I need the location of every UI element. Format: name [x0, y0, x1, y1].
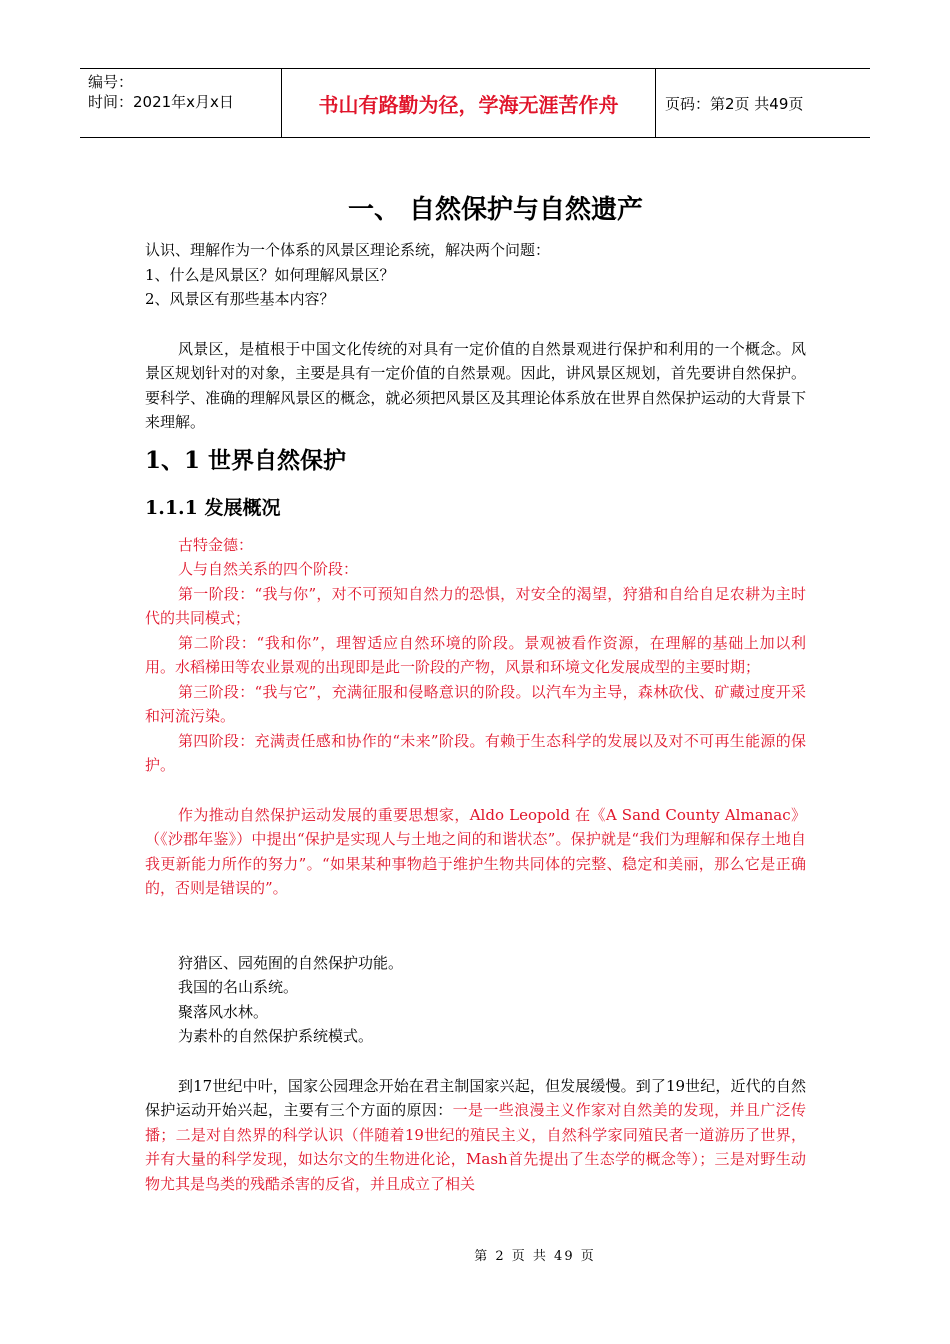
header-time-label: 时间：2021年x月x日: [88, 93, 234, 111]
stage-paragraph: 第二阶段：“我和你”，理智适应自然环境的阶段。景观被看作资源，在理解的基础上加以利用。水稻梯田等农业景观的出现即是此一阶段的产物，风景和环境文化发展成型的主要时期；: [145, 633, 806, 676]
history-reasons-text: 一是一些浪漫主义作家对自然美的发现，并且广泛传播；二是对自然界的科学认识（伴随着19世纪的殖民主义，自然科学家同殖民者一道游历了世界，并有大量的科学发现，如达尔文的生物进化论，Mash首先提出了生态学的概念等）；三是对野生动物尤其是鸟类的残酷杀害的反省，并且成立了相关: [145, 1101, 806, 1193]
list-item: 狩猎区、园苑囿的自然保护功能。: [178, 953, 404, 972]
header-meta: [88, 72, 283, 112]
paragraph-scenic-area: 风景区，是植根于中国文化传统的对具有一定价值的自然景观进行保护和利用的一个概念。风景区规划针对的对象，主要是具有一定价值的自然景观。因此，讲风景区规划，首先要讲自然保护。要科学、准确的理解风景区的概念，就必须把风景区及其理论体系放在世界自然保护运动的大背景下来理解。: [145, 339, 806, 431]
header-divider: [655, 69, 656, 137]
stage-paragraph: 第三阶段：“我与它”，充满征服和侵略意识的阶段。以汽车为主导，森林砍伐、矿藏过度开采和河流污染。: [145, 682, 806, 725]
header-code-label: 编号：: [88, 73, 134, 91]
header-page-info: 页码：第2页 共49页: [665, 94, 804, 113]
history-text: 到17世纪中叶，国家公园理念开始在君主制国家兴起，但发展缓慢。到了19世纪，近代的自然保护运动开始兴起，主要有三个方面的原因：: [145, 1076, 806, 1119]
intro-line: 1、什么是风景区？如何理解风景区？: [145, 265, 395, 284]
stage-paragraph: 第四阶段：充满责任感和协作的“未来”阶段。有赖于生态科学的发展以及对不可再生能源的保护。: [145, 731, 806, 774]
list-item: 我国的名山系统。: [178, 978, 299, 996]
intro-line: 2、风景区有那些基本内容？: [145, 290, 335, 308]
chapter-title: 一、 自然保护与自然遗产: [347, 195, 644, 225]
list-item: 聚落风水林。: [178, 1002, 269, 1021]
leopold-paragraph: 作为推动自然保护运动发展的重要思想家，Aldo Leopold 在《A Sand County Almanac》（《沙郡年鉴》）中提出“保护是实现人与土地之间的和谐状态”。保护就是“我们为理解和保存土地自我更新能力所作的努力”。“如果某种事物趋于维护生物共同体的完整、稳定和美丽，那么它是正确的，否则是错误的”。: [145, 805, 806, 897]
list-item: 为素朴的自然保护系统模式。: [178, 1027, 374, 1045]
history-paragraph: [145, 1074, 806, 1197]
page-footer: 第 2 页 共 49 页: [474, 1249, 596, 1264]
header-motto: 书山有路勤为径，学海无涯苦作舟: [318, 92, 619, 117]
page-header: [80, 68, 870, 138]
red-text-line: 人与自然关系的四个阶段：: [178, 560, 359, 578]
red-text-line: 古特金德：: [178, 535, 254, 554]
subsection-heading: 1.1.1 发展概况: [145, 496, 281, 519]
document-body: [145, 188, 806, 1196]
intro-line: 认识、理解作为一个体系的风景区理论系统，解决两个问题：: [145, 241, 551, 259]
section-heading: 1、1 世界自然保护: [145, 446, 347, 474]
stage-paragraph: 第一阶段：“我与你”，对不可预知自然力的恐惧，对安全的渴望，狩猎和自给自足农耕为主时代的共同模式；: [145, 584, 806, 627]
